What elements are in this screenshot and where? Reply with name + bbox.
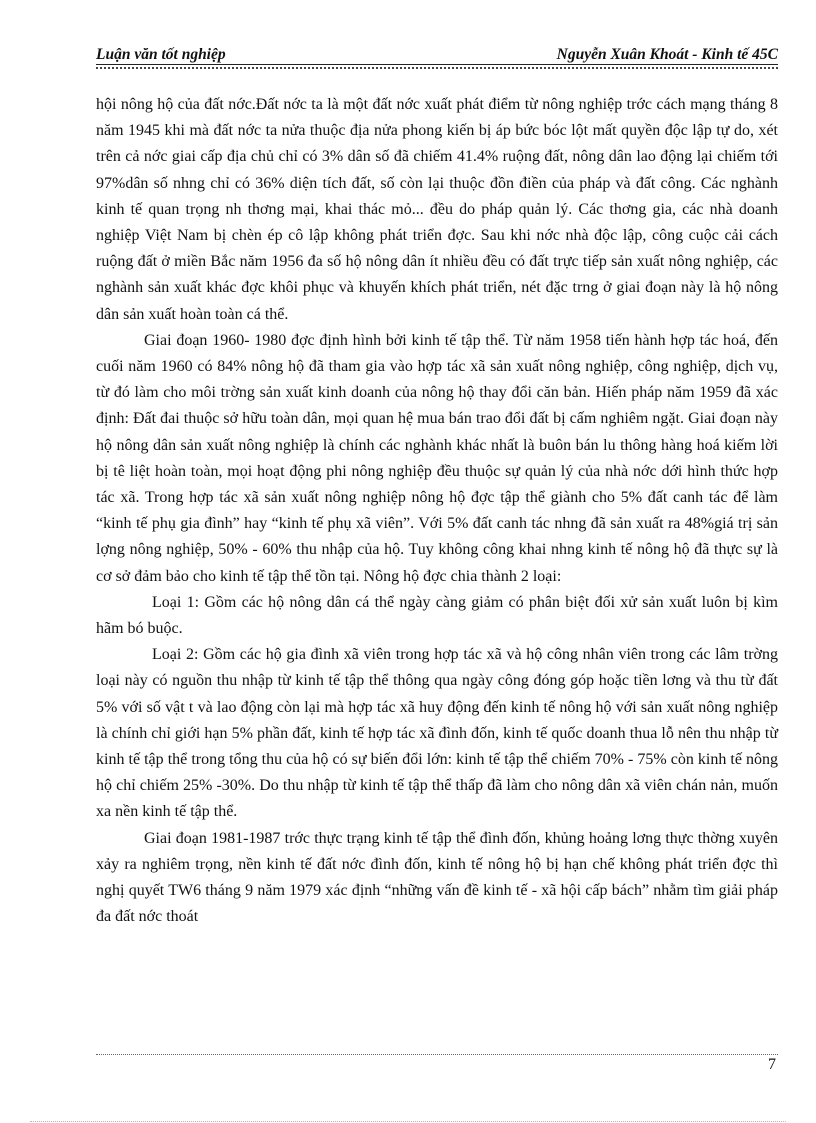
header-divider bbox=[96, 64, 778, 65]
header-thesis-label: Luận văn tốt nghiệp bbox=[96, 46, 226, 63]
paragraph: hội nông hộ của đất nớc.Đất nớc ta là một đất nớc xuất phát điểm từ nông nghiệp trớc cách mạng tháng 8 năm 1945 khi mà đất nớc ta nửa thuộc địa nửa phong kiến bị áp bức bóc lột mất quyền độc lập tự do, xét trên cả nớc giai cấp địa chủ chỉ có 3% dân số đã chiếm 41.4% ruộng đất, nông dân lao động lại chiếm tới 97%dân số nhng chỉ có 36% diện tích đất, số còn lại thuộc đồn điền của pháp và đất công. Các nghành kinh tế quan trọng nh thơng mại, khai thác mỏ... đều do pháp quản lý. Các thơng gia, các nhà doanh nghiệp Việt Nam bị chèn ép cô lập không phát triển đợc. Sau khi nớc nhà độc lập, công cuộc cải cách ruộng đất ở miền Bắc năm 1956 đa số hộ nông dân ít nhiều đều có đất trực tiếp sản xuất nông nghiệp, các nghành sản xuất khác đợc khôi phục và khuyến khích phát triển, nét đặc trng ở giai đoạn này là hộ nông dân sản xuất hoàn toàn cá thể. bbox=[96, 96, 778, 323]
header-author-label: Nguyễn Xuân Khoát - Kinh tế 45C bbox=[556, 46, 778, 63]
paragraph: Loại 2: Gồm các hộ gia đình xã viên trong hợp tác xã và hộ công nhân viên trong các lâm trờng loại này có nguồn thu nhập từ kinh tế tập thể thông qua ngày công đóng góp hoặc tiền lơng và thu từ đất 5% với số vật t và lao động còn lại mà hợp tác xã huy động đến kinh tế nông hộ với sản xuất nông nghiệp là chính chỉ giới hạn 5% phần đất, kinh tế hợp tác xã đình đốn, kinh tế quốc doanh thua lỗ nên thu nhập từ kinh tế tập thể trong tổng thu của hộ có sự biến đổi lớn: kinh tế tập thể chiếm 70% - 75% còn kinh tế nông hộ chỉ chiếm 25% -30%. Do thu nhập từ kinh tế tập thể thấp đã làm cho nông dân xã viên chán nản, muốn xa nền kinh tế tập thể. bbox=[96, 646, 778, 821]
paragraph: Giai đoạn 1960- 1980 đợc định hình bởi kinh tế tập thể. Từ năm 1958 tiến hành hợp tác hoá, đến cuối năm 1960 có 84% nông hộ đã tham gia vào hợp tác xã sản xuất nông nghiệp, công nghiệp, dịch vụ, từ đó làm cho môi trờng sản xuất kinh doanh của nông hộ thay đổi căn bản. Hiến pháp năm 1959 đã xác định: Đất đai thuộc sở hữu toàn dân, mọi quan hệ mua bán trao đổi đất bị cấm nghiêm ngặt. Giai đoạn này hộ nông dân sản xuất nông nghiệp là chính các nghành khác nhất là buôn bán lu thông hàng hoá kiếm lời bị tê liệt hoàn toàn, mọi hoạt động phi nông nghiệp đều thuộc sự quản lý của nhà nớc dới hình thức hợp tác xã. Trong hợp tác xã sản xuất nông nghiệp nông hộ đợc tập thể giành cho 5% đất canh tác để làm “kinh tế phụ gia đình” hay “kinh tế phụ xã viên”. Với 5% đất canh tác nhng đã sản xuất ra 48%giá trị sản lợng nông nghiệp, 50% - 60% thu nhập của hộ. Tuy không công khai nhng kinh tế nông hộ đã thực sự là cơ sở đảm bảo cho kinh tế tập thể tồn tại. Nông hộ đợc chia thành 2 loại: bbox=[96, 331, 778, 585]
header-dotted-divider bbox=[96, 67, 778, 69]
page-number: 7 bbox=[768, 1056, 776, 1073]
paragraph: Loại 1: Gồm các hộ nông dân cá thể ngày càng giảm có phân biệt đối xử sản xuất luôn bị kìm hãm bó buộc. bbox=[96, 593, 778, 638]
paragraph: Giai đoạn 1981-1987 trớc thực trạng kinh tế tập thể đình đốn, khủng hoảng lơng thực thờng xuyên xảy ra nghiêm trọng, nền kinh tế đất nớc đình đốn, kinh tế nông hộ bị hạn chế không phát triển đợc thì nghị quyết TW6 tháng 9 năm 1979 xác định “những vấn đề kinh tế - xã hội cấp bách” nhằm tìm giải pháp đa đất nớc thoát bbox=[96, 829, 778, 926]
page-bottom-border bbox=[30, 1121, 786, 1122]
footer-divider bbox=[96, 1054, 778, 1055]
body-text bbox=[96, 92, 778, 931]
